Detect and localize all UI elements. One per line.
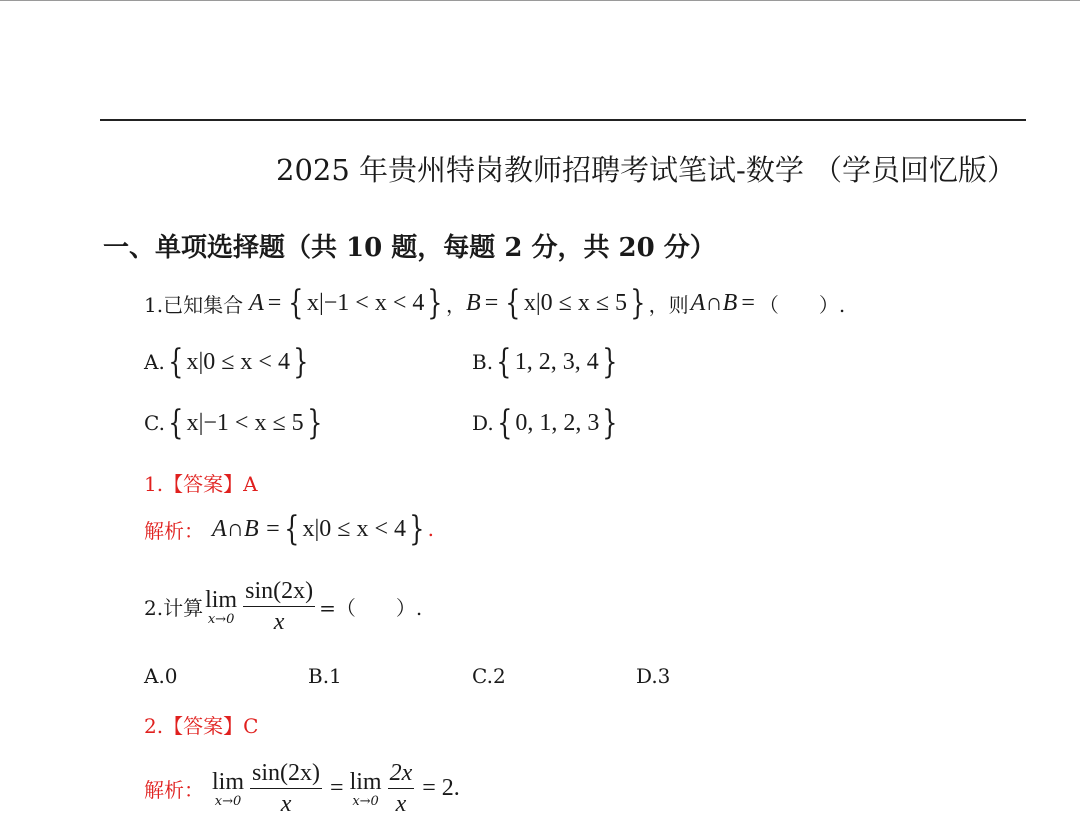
q2-analysis-lim-sub-1: x→0 [214, 793, 242, 809]
q2-analysis-equals: = [330, 775, 344, 802]
q1-separator: ， [446, 292, 467, 317]
q2-option-b[interactable]: B.1 [308, 664, 342, 688]
q2-lim-text: lim [205, 586, 238, 613]
q1-setA-label: A [249, 289, 264, 316]
q2-analysis-den-2: x [395, 791, 407, 818]
q1-analysis [144, 509, 435, 549]
q2-fraction [243, 578, 315, 636]
q1-option-c[interactable] [144, 403, 325, 443]
q1-option-d-body: 0, 1, 2, 3 [515, 409, 600, 436]
q1-brace-left-a: { [288, 283, 304, 323]
q2-prefix: 2.计算 [144, 596, 204, 621]
q1-blank: （ ）. [758, 292, 846, 317]
q1-analysis-expr: A∩B = [212, 515, 281, 542]
q1-setB-body: x|0 ≤ x ≤ 5 [523, 289, 628, 316]
q2-option-a[interactable]: A.0 [144, 664, 178, 688]
q2-analysis-limit-1 [212, 769, 244, 809]
q1-option-b-brace-left: { [496, 342, 512, 382]
q1-brace-right-b: } [630, 283, 646, 323]
q1-option-d-label: D. [472, 411, 494, 435]
q2-option-c[interactable]: C.2 [472, 664, 506, 688]
q1-setB-label: B [466, 289, 481, 316]
q1-equals-b: = [484, 289, 499, 316]
q1-brace-right-a: } [427, 283, 443, 323]
q2-analysis [144, 760, 460, 818]
q2-analysis-result: = 2. [422, 775, 460, 802]
q2-lim-sub: x→0 [207, 611, 235, 627]
q2-denominator: x [273, 609, 285, 636]
header-rule [100, 119, 1026, 121]
q1-prefix: 1.已知集合 [144, 292, 244, 317]
q1-option-a-brace-right: } [293, 342, 309, 382]
page-top-border [0, 0, 1080, 1]
q1-analysis-brace-right: } [409, 509, 425, 549]
q1-analysis-label: 解析： [144, 518, 204, 543]
section-heading: 一、单项选择题（共 10 题，每题 2 分，共 20 分） [103, 233, 716, 263]
q1-option-b-brace-right: } [601, 342, 618, 382]
q1-equals-a: = [267, 289, 282, 316]
q1-option-a-brace-left: { [168, 342, 184, 382]
q1-brace-left-b: { [505, 283, 521, 323]
q1-option-b[interactable] [472, 342, 620, 382]
q1-option-a[interactable] [144, 342, 312, 382]
q1-ask: ，则 [648, 292, 689, 317]
document-title: 2025 年贵州特岗教师招聘考试笔试-数学 （学员回忆版） [276, 153, 1017, 187]
q2-analysis-lim-sub-2: x→0 [352, 793, 379, 809]
q1-option-c-body: x|−1 < x ≤ 5 [186, 409, 304, 436]
q1-expr: A∩B [690, 289, 738, 316]
q2-analysis-lim-text-1: lim [212, 768, 245, 795]
q2-option-d[interactable]: D.3 [636, 664, 671, 688]
q2-analysis-lim-text-2: lim [349, 768, 382, 795]
q1-option-c-brace-left: { [168, 403, 184, 443]
q1-option-c-label: C. [144, 411, 165, 435]
q1-option-d-brace-left: { [496, 403, 513, 443]
q2-analysis-num-1: sin(2x) [250, 760, 322, 789]
q2-analysis-den-1: x [280, 791, 292, 818]
question-1 [144, 283, 846, 323]
question-2 [144, 578, 422, 636]
q2-limit [205, 587, 237, 627]
q1-option-c-brace-right: } [306, 403, 323, 443]
q1-analysis-brace-left: { [284, 509, 300, 549]
q1-answer: 1.【答案】A [144, 472, 258, 496]
q1-option-d[interactable] [472, 403, 621, 443]
q1-option-a-body: x|0 ≤ x < 4 [186, 348, 290, 375]
q2-numerator: sin(2x) [243, 578, 315, 607]
q1-analysis-body: x|0 ≤ x < 4 [302, 515, 407, 542]
q1-analysis-end: . [427, 517, 435, 541]
q1-option-b-body: 1, 2, 3, 4 [514, 348, 599, 375]
q1-option-d-brace-right: } [602, 403, 618, 443]
q2-analysis-fraction-1 [250, 760, 322, 818]
q2-analysis-label: 解析： [144, 778, 204, 803]
q2-analysis-fraction-2 [388, 760, 415, 818]
q2-answer: 2.【答案】C [144, 714, 259, 738]
q1-equals-c: = [741, 289, 755, 316]
q2-eq-blank: =（ ）. [319, 596, 423, 621]
q1-option-a-label: A. [144, 350, 165, 374]
q1-setA-body: x|−1 < x < 4 [306, 289, 425, 316]
q1-option-b-label: B. [472, 350, 494, 374]
q2-analysis-num-2: 2x [388, 760, 415, 789]
q2-analysis-limit-2 [350, 769, 382, 809]
